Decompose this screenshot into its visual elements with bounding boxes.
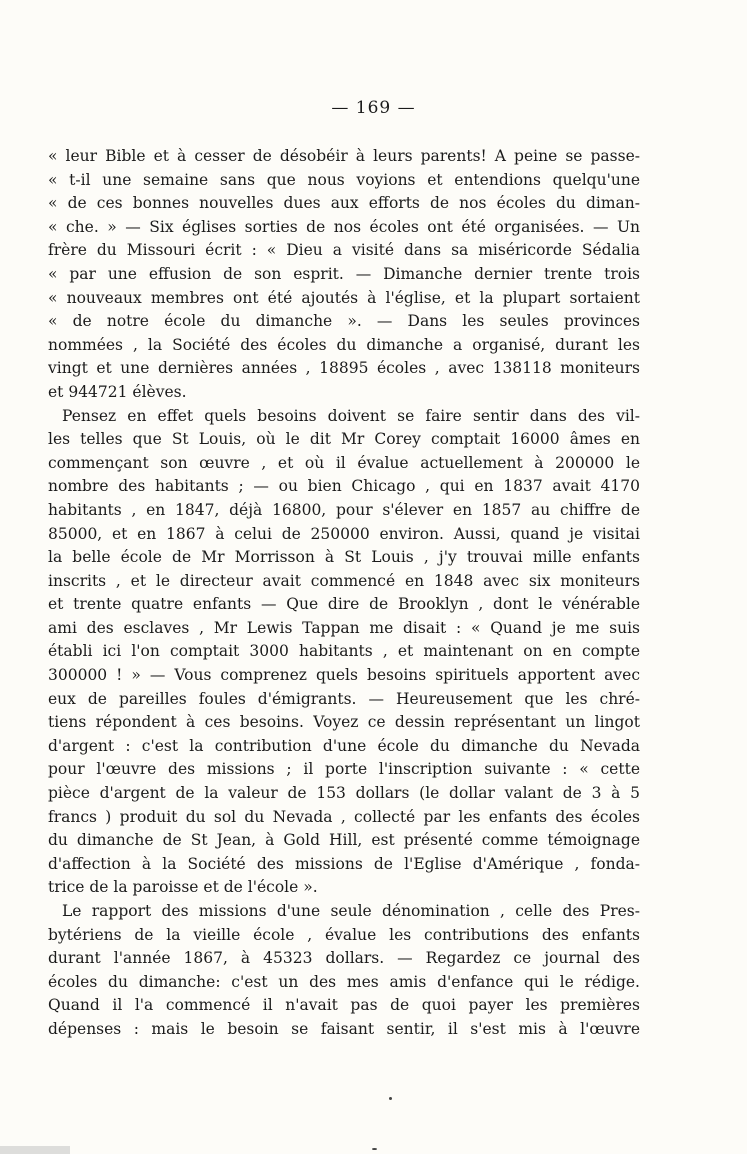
page-number: — 169 —	[331, 98, 416, 118]
text-line: nombre des habitants ; — ou bien Chicago , qui en 1837 avait 4170	[48, 477, 640, 496]
body-text	[48, 145, 640, 1042]
text-line: et 944721 élèves.	[48, 382, 187, 401]
text-line: écoles du dimanche: c'est un des mes amis d'enfance qui le rédige.	[48, 972, 640, 991]
text-line: eux de pareilles foules d'émigrants. — Heureusement que les chré-	[48, 689, 640, 708]
text-line: frère du Missouri écrit : « Dieu a visité dans sa miséricorde Sédalia	[48, 241, 640, 260]
text-line: « de notre école du dimanche ». — Dans les seules provinces	[48, 312, 640, 331]
text-line: vingt et une dernières années , 18895 écoles , avec 138118 moniteurs	[48, 359, 640, 378]
text-line: bytériens de la vieille école , évalue les contributions des enfants	[48, 925, 640, 944]
text-line: Pensez en effet quels besoins doivent se faire sentir dans des vil-	[62, 406, 640, 425]
text-line: « leur Bible et à cesser de désobéir à leurs parents! A peine se passe-	[48, 147, 640, 165]
text-line: nommées , la Société des écoles du dimanche a organisé, durant les	[48, 335, 640, 354]
text-line: commençant son œuvre , et où il évalue actuellement à 200000 le	[48, 453, 640, 472]
text-line: 85000, et en 1867 à celui de 250000 environ. Aussi, quand je visitai	[48, 524, 640, 543]
scan-edge-smudge	[0, 1146, 70, 1154]
speck-mark	[389, 1097, 392, 1100]
text-line: Le rapport des missions d'une seule dénomination , celle des Pres-	[62, 902, 640, 920]
text-line: inscrits , et le directeur avait commencé en 1848 avec six moniteurs	[48, 571, 640, 590]
text-line: habitants , en 1847, déjà 16800, pour s'élever en 1857 au chiffre de	[48, 500, 640, 519]
text-line: et trente quatre enfants — Que dire de Brooklyn , dont le vénérable	[48, 595, 640, 614]
text-line: pièce d'argent de la valeur de 153 dollars (le dollar valant de 3 à 5	[48, 784, 640, 803]
text-line: « che. » — Six églises sorties de nos écoles ont été organisées. — Un	[48, 217, 640, 236]
text-line: d'affection à la Société des missions de l'Eglise d'Amérique , fonda-	[48, 854, 640, 873]
text-line: « nouveaux membres ont été ajoutés à l'église, et la plupart sortaient	[48, 288, 640, 307]
text-line: Quand il l'a commencé il n'avait pas de quoi payer les premières	[48, 996, 640, 1015]
text-line: trice de la paroisse et de l'école ».	[48, 878, 318, 897]
speck-mark	[372, 1148, 377, 1150]
text-line: du dimanche de St Jean, à Gold Hill, est présenté comme témoignage	[48, 831, 640, 850]
text-line: « t-il une semaine sans que nous voyions et entendions quelqu'une	[48, 170, 640, 189]
text-line: durant l'année 1867, à 45323 dollars. — Regardez ce journal des	[48, 949, 640, 968]
text-line: dépenses : mais le besoin se faisant sentir, il s'est mis à l'œuvre	[48, 1019, 640, 1038]
text-line: tiens répondent à ces besoins. Voyez ce dessin représentant un lingot	[48, 713, 640, 732]
text-line: francs ) produit du sol du Nevada , collecté par les enfants des écoles	[48, 807, 640, 826]
text-line: établi ici l'on comptait 3000 habitants , et maintenant on en compte	[48, 642, 640, 661]
text-line: 300000 ! » — Vous comprenez quels besoins spirituels apportent avec	[48, 666, 640, 685]
text-line: d'argent : c'est la contribution d'une école du dimanche du Nevada	[48, 736, 640, 755]
text-line: pour l'œuvre des missions ; il porte l'inscription suivante : « cette	[48, 760, 640, 779]
text-line: la belle école de Mr Morrisson à St Louis , j'y trouvai mille enfants	[48, 548, 640, 567]
text-line: « de ces bonnes nouvelles dues aux efforts de nos écoles du diman-	[48, 194, 640, 213]
text-line: ami des esclaves , Mr Lewis Tappan me disait : « Quand je me suis	[48, 618, 640, 637]
text-line: les telles que St Louis, où le dit Mr Corey comptait 16000 âmes en	[48, 430, 640, 449]
text-line: « par une effusion de son esprit. — Dimanche dernier trente trois	[48, 264, 640, 283]
